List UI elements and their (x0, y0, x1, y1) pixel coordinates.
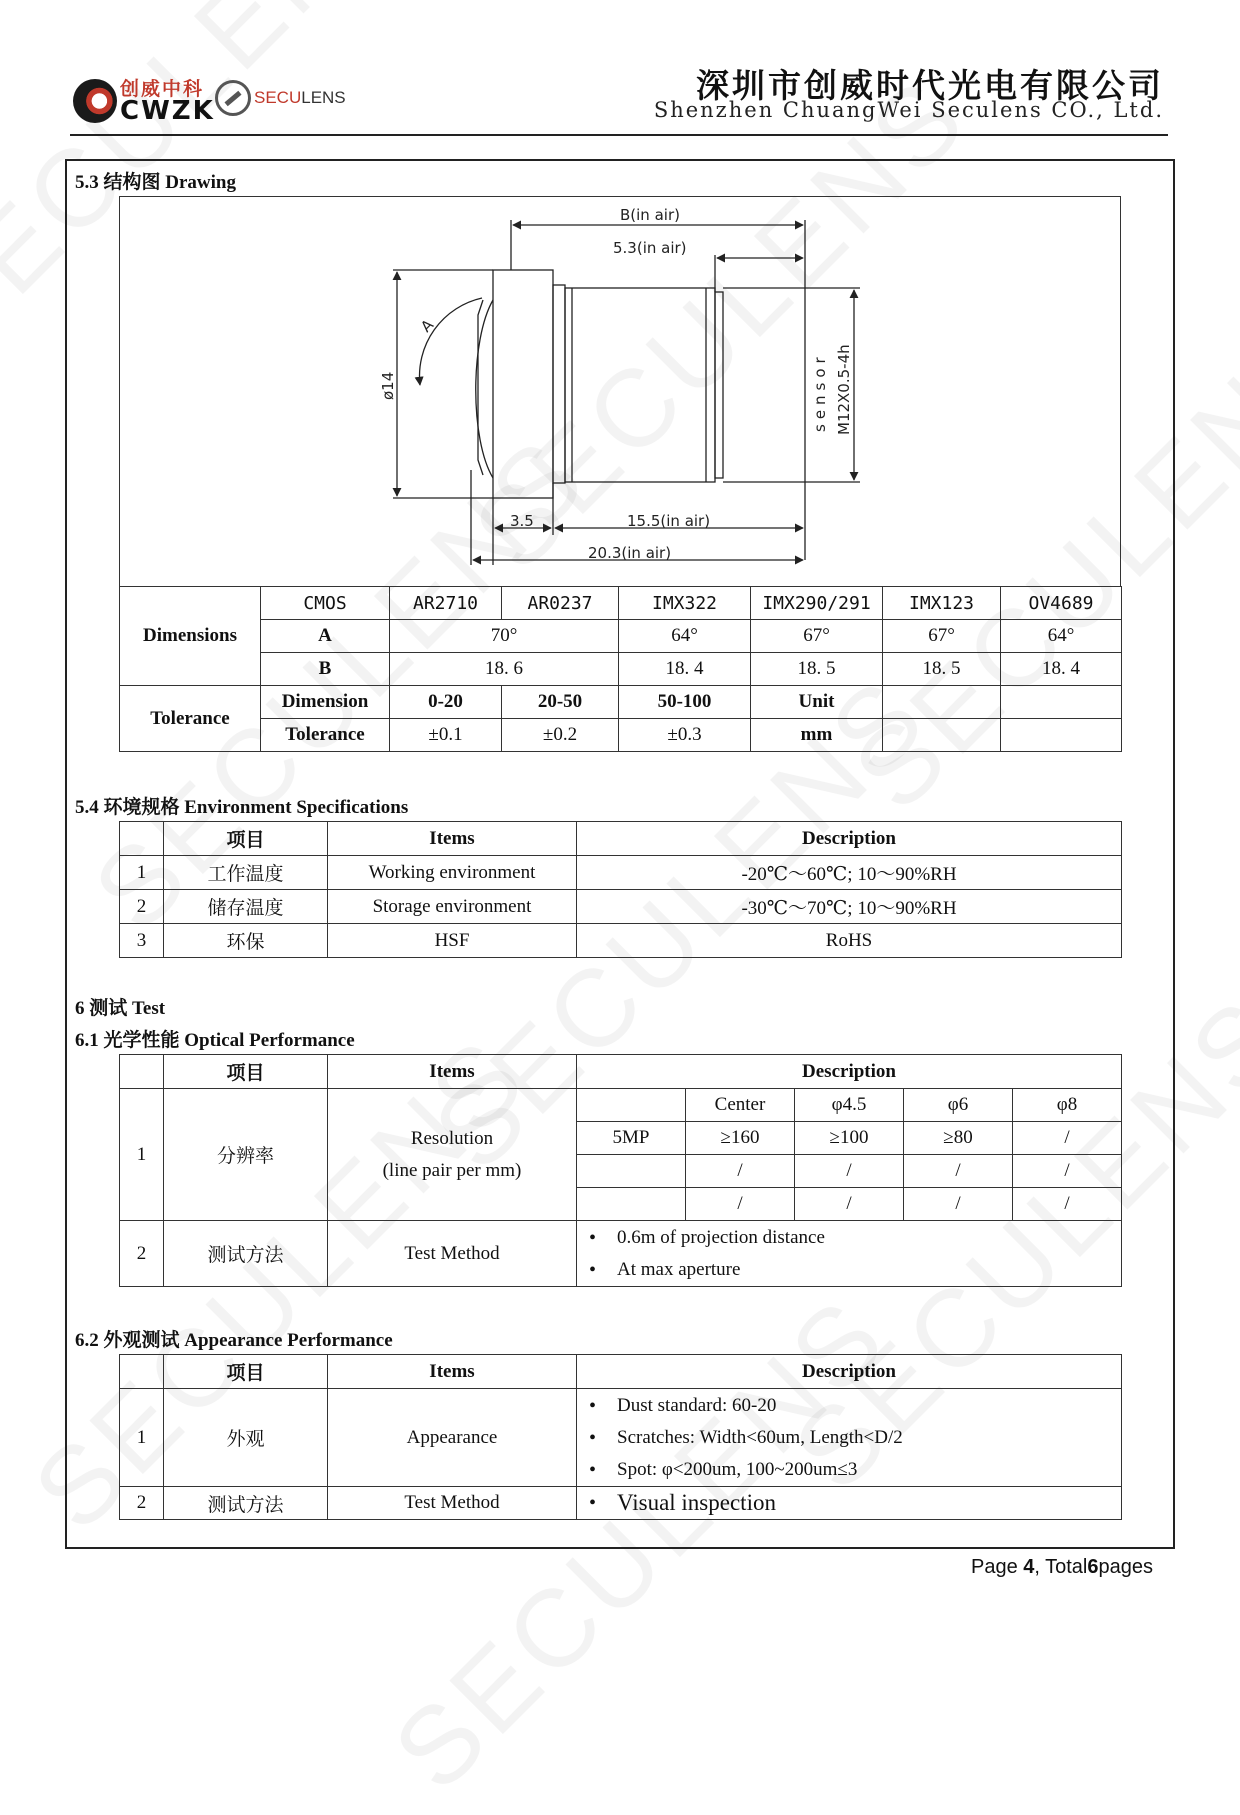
visual-inspection-list (577, 1487, 1121, 1519)
item-en: HSF (328, 924, 577, 958)
sub-header: Center (686, 1089, 795, 1122)
diameter-label: ø14 (379, 371, 397, 400)
a-value: 67° (751, 620, 883, 653)
b-label: B (261, 653, 390, 686)
resolution-value: / (1013, 1122, 1122, 1155)
resolution-value: / (1013, 1155, 1122, 1188)
row-number: 2 (120, 890, 164, 924)
company-name-en: Shenzhen ChuangWei Seculens CO., Ltd. (653, 98, 1164, 122)
tol-value: ±0.1 (390, 719, 502, 752)
total-suffix: pages (1098, 1556, 1153, 1578)
item-en: Test Method (328, 1221, 577, 1287)
b-label: B(in air) (620, 206, 680, 224)
seculens-brand: SECULENS (254, 88, 346, 107)
sensor-cell: IMX123 (883, 587, 1001, 620)
total-pages: 6 (1087, 1556, 1099, 1578)
sensor-cell: AR2710 (390, 587, 502, 620)
lens-rear-ring (715, 292, 723, 478)
a-value: 70° (390, 620, 619, 653)
item-cn: 分辨率 (164, 1089, 328, 1221)
list-item: • Scratches: Width<60um, Length<D/2 (577, 1422, 1121, 1454)
section-5-3-title: 5.3 结构图 Drawing (75, 172, 236, 193)
appearance-table (119, 1354, 1122, 1520)
resolution-value: / (1013, 1188, 1122, 1221)
list-item: • Spot: φ<200um, 100~200um≤3 (577, 1454, 1121, 1486)
section-6-title: 6 测试 Test (75, 998, 166, 1019)
row-number: 1 (120, 1389, 164, 1487)
logo-en-text: CWZK (120, 96, 215, 126)
lens-front-ring (493, 270, 553, 498)
list-item: • At max aperture (577, 1254, 1121, 1286)
header-cn: 项目 (164, 1355, 328, 1389)
dim-3-5-label: 3.5 (510, 512, 534, 530)
resolution-value: / (795, 1188, 904, 1221)
list-item: • Visual inspection (577, 1487, 1121, 1519)
tol-head: Dimension (261, 686, 390, 719)
section-5-4-title: 5.4 环境规格 Environment Specifications (75, 797, 409, 818)
resolution-value: ≥80 (904, 1122, 1013, 1155)
list-item: • Dust standard: 60-20 (577, 1390, 1121, 1422)
header-items: Items (328, 1355, 577, 1389)
row-number: 1 (120, 856, 164, 890)
angle-arc (419, 298, 482, 385)
row-number: 2 (120, 1221, 164, 1287)
angle-label: A (417, 315, 438, 336)
resolution-value: / (904, 1155, 1013, 1188)
lens-barrel (565, 288, 715, 482)
tol-head: 50-100 (619, 686, 751, 719)
b-value: 18. 4 (1001, 653, 1122, 686)
tol-head: 20-50 (502, 686, 619, 719)
logo-cn-text: 创威中科 (120, 78, 205, 100)
item-cn: 测试方法 (164, 1221, 328, 1287)
tol-value: mm (751, 719, 883, 752)
lens-step (553, 285, 565, 483)
resolution-value: ≥160 (686, 1122, 795, 1155)
item-description: -30℃～70℃; 10～90%RH (577, 890, 1122, 924)
resolution-value: / (686, 1188, 795, 1221)
b-value: 18. 4 (619, 653, 751, 686)
header-description: Description (577, 822, 1122, 856)
sensor-cell: IMX322 (619, 587, 751, 620)
item-en: Test Method (328, 1487, 577, 1520)
resolution-unit: (line pair per mm) (382, 1159, 522, 1181)
tol-value: ±0.3 (619, 719, 751, 752)
b-value: 18. 5 (751, 653, 883, 686)
item-en (328, 1089, 577, 1221)
sub-header: φ6 (904, 1089, 1013, 1122)
dim-15-5-label: 15.5(in air) (627, 512, 711, 530)
total-prefix: , Total (1034, 1556, 1088, 1578)
item-description: -20℃～60℃; 10～90%RH (577, 856, 1122, 890)
item-cn: 储存温度 (164, 890, 328, 924)
resolution-value: ≥100 (795, 1122, 904, 1155)
a-label: A (261, 620, 390, 653)
optical-performance-table (119, 1054, 1122, 1287)
list-item: • 0.6m of projection distance (577, 1222, 1121, 1254)
b-value: 18. 6 (390, 653, 619, 686)
flange-label: 5.3(in air) (613, 239, 687, 257)
page-number: 4 (1023, 1556, 1035, 1578)
resolution-label: Resolution (410, 1127, 494, 1149)
item-en: Appearance (328, 1389, 577, 1487)
environment-table (119, 821, 1122, 958)
a-value: 64° (1001, 620, 1122, 653)
row-number: 1 (120, 1089, 164, 1221)
item-en: Storage environment (328, 890, 577, 924)
company-name-cn: 深圳市创威时代光电有限公司 (696, 66, 1164, 105)
item-cn: 环保 (164, 924, 328, 958)
a-value: 67° (883, 620, 1001, 653)
page-footer (971, 1556, 1153, 1579)
tol-head: Unit (751, 686, 883, 719)
header-description: Description (577, 1355, 1122, 1389)
b-value: 18. 5 (883, 653, 1001, 686)
sub-header: φ4.5 (795, 1089, 904, 1122)
dimensions-table (119, 586, 1122, 752)
resolution-value: / (904, 1188, 1013, 1221)
a-value: 64° (619, 620, 751, 653)
section-6-1-title: 6.1 光学性能 Optical Performance (75, 1030, 355, 1051)
header-description: Description (577, 1055, 1122, 1089)
row-number: 3 (120, 924, 164, 958)
header-cn: 项目 (164, 1055, 328, 1089)
tol-head: 0-20 (390, 686, 502, 719)
page-prefix: Page (970, 1556, 1024, 1578)
dimensions-label: Dimensions (120, 587, 261, 686)
tol-value: Tolerance (261, 719, 390, 752)
thread-label: M12X0.5-4h (835, 344, 853, 435)
header-items: Items (328, 822, 577, 856)
header-items: Items (328, 1055, 577, 1089)
resolution-value: / (795, 1155, 904, 1188)
tolerance-label: Tolerance (120, 686, 261, 752)
cmos-label: CMOS (261, 587, 390, 620)
tol-value: ±0.2 (502, 719, 619, 752)
dim-20-3-label: 20.3(in air) (588, 544, 672, 562)
sensor-cell: AR0237 (502, 587, 619, 620)
test-method-list (577, 1222, 1121, 1286)
sensor-label: sensor (811, 352, 829, 432)
sub-header: φ8 (1013, 1089, 1122, 1122)
header-cn: 项目 (164, 822, 328, 856)
item-cn: 测试方法 (164, 1487, 328, 1520)
item-cn: 工作温度 (164, 856, 328, 890)
item-en: Working environment (328, 856, 577, 890)
resolution-mp: 5MP (577, 1122, 686, 1155)
appearance-list (577, 1390, 1121, 1486)
resolution-value: / (686, 1155, 795, 1188)
sensor-cell: IMX290/291 (751, 587, 883, 620)
sensor-cell: OV4689 (1001, 587, 1122, 620)
row-number: 2 (120, 1487, 164, 1520)
item-description: RoHS (577, 924, 1122, 958)
item-cn: 外观 (164, 1389, 328, 1487)
section-6-2-title: 6.2 外观测试 Appearance Performance (75, 1330, 393, 1351)
